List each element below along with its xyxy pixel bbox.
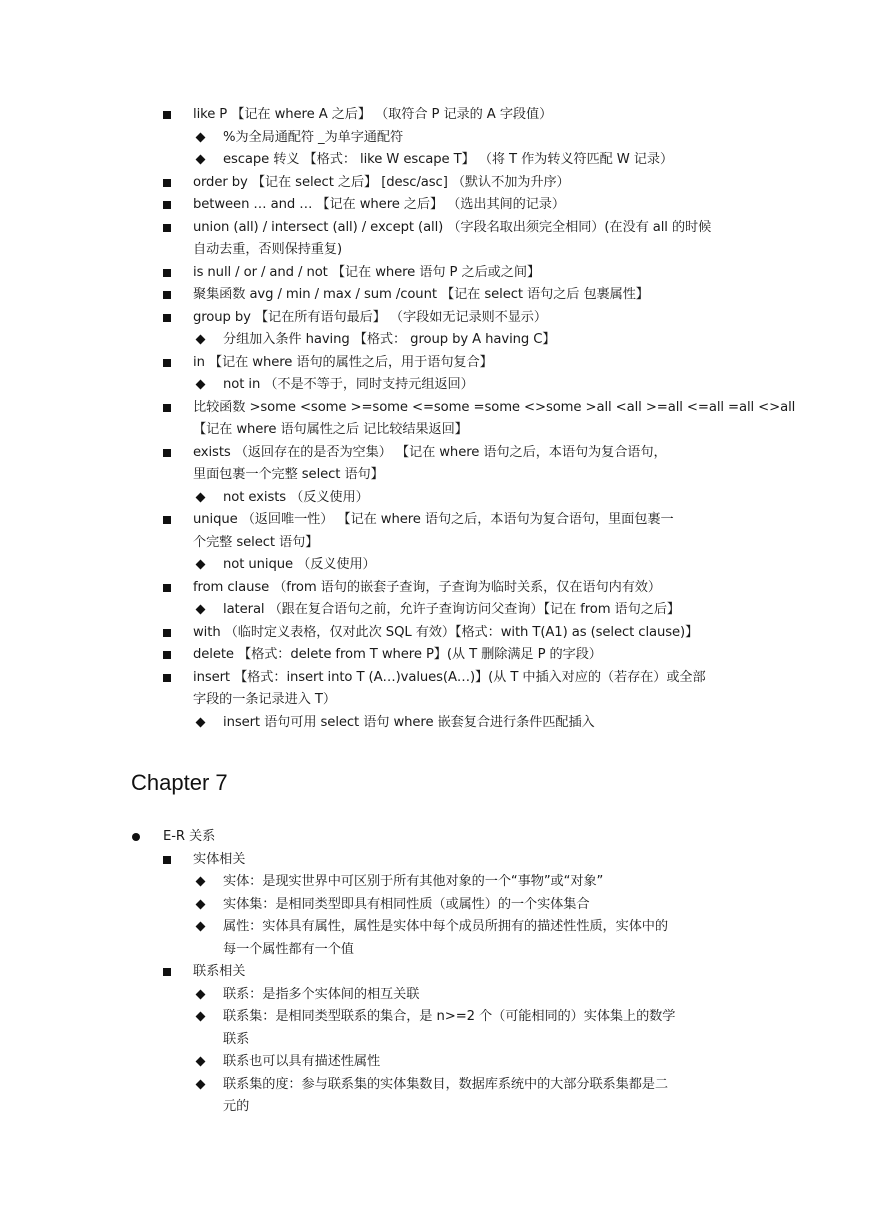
- diamond-bullet-icon: [196, 1079, 206, 1089]
- item-text: in 【记在 where 语句的属性之后，用于语句复合】: [193, 354, 493, 370]
- list-item: [0, 509, 869, 532]
- item-text: 每一个属性都有一个值: [223, 941, 354, 957]
- square-bullet-icon: [163, 359, 171, 367]
- item-text: escape 转义 【格式： like W escape T】 （将 T 作为转义符匹配 W 记录）: [223, 152, 674, 167]
- item-text: is null / or / and / not 【记在 where 语句 P 之后或之间】: [193, 264, 541, 280]
- diamond-bullet-icon: [196, 560, 206, 570]
- item-text: 实体：是现实世界中可区别于所有其他对象的一个“事物”或“对象”: [223, 874, 604, 889]
- sub-list-item: [0, 984, 869, 1007]
- diamond-bullet-icon: [196, 605, 206, 615]
- item-text: unique （返回唯一性） 【记在 where 语句之后，本语句为复合语句，里面包裹一: [193, 512, 674, 527]
- square-bullet-icon: [163, 224, 171, 232]
- round-bullet-icon: [132, 833, 140, 841]
- diamond-bullet-icon: [196, 877, 206, 887]
- item-text: 联系集：是相同类型联系的集合，是 n>=2 个（可能相同的）实体集上的数学: [223, 1009, 676, 1024]
- square-bullet-icon: [163, 314, 171, 322]
- diamond-bullet-icon: [196, 380, 206, 390]
- item-text: insert 【格式：insert into T (A…)values(A…)】(从 T 中插入对应的（若存在）或全部: [193, 669, 706, 685]
- sub-list-item: [0, 916, 869, 939]
- item-text: insert 语句可用 select 语句 where 嵌套复合进行条件匹配插入: [223, 714, 595, 730]
- item-text: 比较函数 >some <some >=some <=some =some <>some >all <all >=all <=all =all <>all: [193, 399, 796, 415]
- sub-list-item: [0, 554, 869, 577]
- item-text: 联系集的度：参与联系集的实体集数目，数据库系统中的大部分联系集都是二: [223, 1076, 668, 1092]
- sub-list-item: [0, 599, 869, 622]
- item-text: 联系相关: [193, 964, 246, 979]
- list-item: [0, 284, 869, 307]
- list-item: [0, 622, 869, 645]
- item-text: exists （返回存在的是否为空集） 【记在 where 语句之后，本语句为复合语句，: [193, 444, 667, 460]
- diamond-bullet-icon: [196, 132, 206, 142]
- er-notes-list: [0, 826, 869, 1119]
- item-text: not in （不是不等于，同时支持元组返回）: [223, 377, 474, 392]
- list-item: [0, 217, 869, 240]
- item-text: 【记在 where 语句属性之后 记比较结果返回】: [193, 422, 468, 437]
- square-bullet-icon: [163, 651, 171, 659]
- list-item: [0, 194, 869, 217]
- list-item: [0, 961, 869, 984]
- item-text: delete 【格式：delete from T where P】(从 T 删除满足 P 的字段）: [193, 647, 602, 662]
- item-text: 自动去重，否则保持重复): [193, 242, 343, 257]
- diamond-bullet-icon: [196, 717, 206, 727]
- list-item: [0, 104, 869, 127]
- sub-list-item: [0, 374, 869, 397]
- diamond-bullet-icon: [196, 1057, 206, 1067]
- item-text: 元的: [223, 1099, 250, 1114]
- item-text: %为全局通配符 _为单字通配符: [223, 129, 404, 145]
- list-item: [0, 262, 869, 285]
- sub-list-item: [0, 127, 869, 150]
- diamond-bullet-icon: [196, 155, 206, 165]
- square-bullet-icon: [163, 179, 171, 187]
- diamond-bullet-icon: [196, 989, 206, 999]
- sub-list-item: [0, 149, 869, 172]
- item-text: 属性：实体具有属性，属性是实体中每个成员所拥有的描述性性质，实体中的: [223, 919, 668, 934]
- list-item: [0, 352, 869, 375]
- sub-list-item: [0, 1074, 869, 1097]
- list-item-continuation: [0, 689, 869, 712]
- chapter-heading: Chapter 7: [131, 770, 228, 795]
- item-text: 分组加入条件 having 【格式： group by A having C】: [223, 332, 556, 347]
- sub-list-item-continuation: [0, 939, 869, 962]
- list-item: [0, 307, 869, 330]
- sub-list-item: [0, 487, 869, 510]
- square-bullet-icon: [163, 516, 171, 524]
- sub-list-item: [0, 894, 869, 917]
- diamond-bullet-icon: [196, 492, 206, 502]
- item-text: not unique （反义使用）: [223, 557, 376, 572]
- square-bullet-icon: [163, 629, 171, 637]
- diamond-bullet-icon: [196, 335, 206, 345]
- item-text: 联系: [223, 1031, 250, 1047]
- item-text: like P 【记在 where A 之后】 （取符合 P 记录的 A 字段值）: [193, 107, 553, 122]
- sub-list-item: [0, 712, 869, 735]
- list-item: [0, 397, 869, 420]
- item-text: 实体集：是相同类型即具有相同性质（或属性）的一个实体集合: [223, 896, 590, 912]
- list-item: [0, 849, 869, 872]
- item-text: from clause （from 语句的嵌套子查询，子查询为临时关系，仅在语句内有效）: [193, 579, 661, 595]
- sub-list-item: [0, 329, 869, 352]
- square-bullet-icon: [163, 291, 171, 299]
- item-text: 里面包裹一个完整 select 语句】: [193, 467, 384, 482]
- item-text: 实体相关: [193, 851, 246, 867]
- diamond-bullet-icon: [196, 899, 206, 909]
- item-text: 个完整 select 语句】: [193, 534, 319, 550]
- sub-list-item: [0, 1051, 869, 1074]
- item-text: 字段的一条记录进入 T）: [193, 692, 336, 707]
- square-bullet-icon: [163, 201, 171, 209]
- list-item-continuation: [0, 239, 869, 262]
- square-bullet-icon: [163, 449, 171, 457]
- list-item-continuation: [0, 532, 869, 555]
- item-text: union (all) / intersect (all) / except (all) （字段名取出须完全相同）(在没有 all 的时候: [193, 219, 712, 235]
- square-bullet-icon: [163, 674, 171, 682]
- square-bullet-icon: [163, 269, 171, 277]
- sub-list-item: [0, 871, 869, 894]
- list-item: [0, 826, 869, 849]
- list-item: [0, 667, 869, 690]
- sub-list-item: [0, 1006, 869, 1029]
- item-text: not exists （反义使用）: [223, 489, 369, 505]
- item-text: E-R 关系: [163, 829, 216, 844]
- square-bullet-icon: [163, 968, 171, 976]
- sub-list-item-continuation: [0, 1096, 869, 1119]
- diamond-bullet-icon: [196, 1012, 206, 1022]
- sql-notes-list: [0, 104, 869, 734]
- item-text: order by 【记在 select 之后】 [desc/asc] （默认不加为升序）: [193, 174, 570, 190]
- list-item: [0, 442, 869, 465]
- item-text: 联系也可以具有描述性属性: [223, 1054, 381, 1069]
- item-text: lateral （跟在复合语句之前，允许子查询访问父查询）【记在 from 语句之后】: [223, 602, 680, 617]
- item-text: group by 【记在所有语句最后】 （字段如无记录则不显示）: [193, 309, 547, 325]
- item-text: 联系：是指多个实体间的相互关联: [223, 986, 420, 1002]
- diamond-bullet-icon: [196, 922, 206, 932]
- square-bullet-icon: [163, 856, 171, 864]
- list-item-continuation: [0, 464, 869, 487]
- item-text: 聚集函数 avg / min / max / sum /count 【记在 select 语句之后 包裹属性】: [193, 287, 649, 302]
- square-bullet-icon: [163, 111, 171, 119]
- square-bullet-icon: [163, 584, 171, 592]
- list-item: [0, 644, 869, 667]
- square-bullet-icon: [163, 404, 171, 412]
- item-text: between … and … 【记在 where 之后】 （选出其间的记录）: [193, 197, 565, 212]
- list-item: [0, 172, 869, 195]
- sub-list-item-continuation: [0, 1029, 869, 1052]
- list-item-continuation: [0, 419, 869, 442]
- item-text: with （临时定义表格，仅对此次 SQL 有效）【格式：with T(A1) as (select clause)】: [193, 624, 699, 640]
- list-item: [0, 577, 869, 600]
